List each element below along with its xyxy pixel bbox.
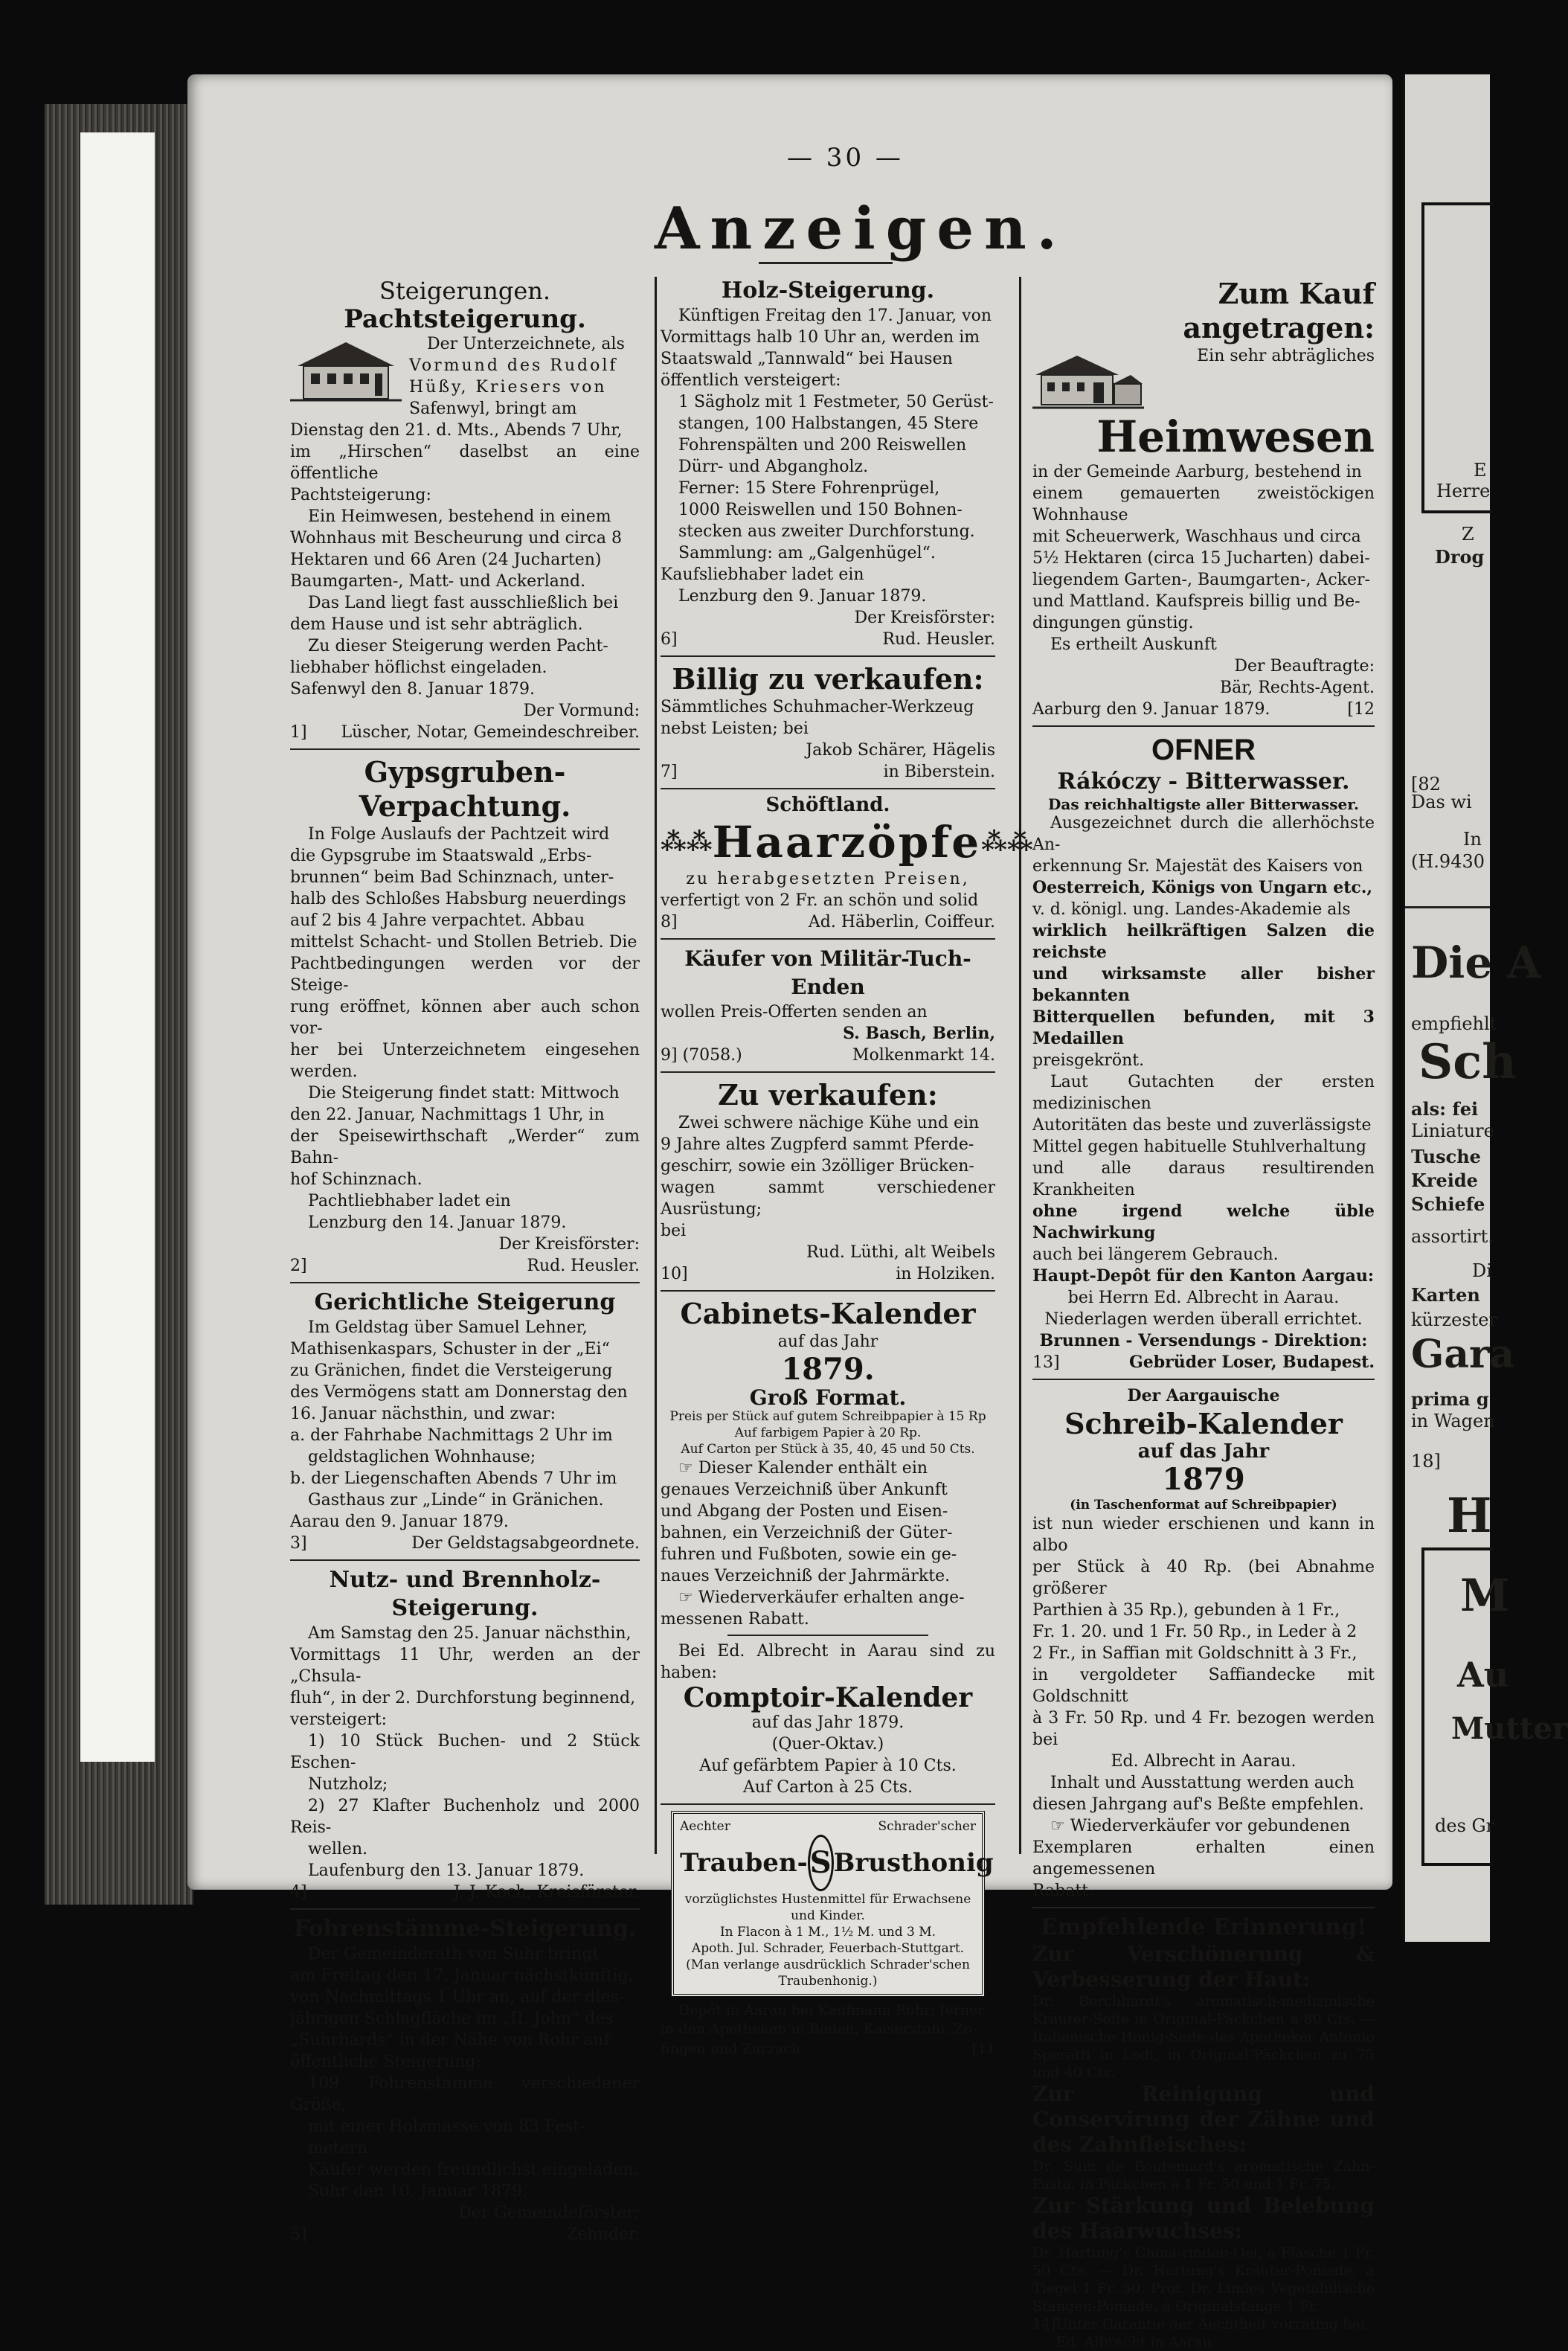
ad-subtitle: auf das Jahr 1879.: [751, 1713, 905, 1732]
ad-separator: [661, 655, 995, 657]
ad-line: fluh“, in der 2. Durchforstung beginnend,: [290, 1689, 636, 1707]
brust-line: Apoth. Jul. Schrader, Feuerbach-Stuttgart.: [691, 1941, 965, 1956]
ad-title: Fohrenstämme-Steigerung.: [293, 1916, 637, 1942]
ad-line: Vormund des Rudolf: [409, 356, 618, 375]
ad-line: jährigen Schlagfläche im „II. John“ des: [290, 2010, 614, 2028]
ad-number: 1]: [290, 723, 307, 742]
ad-separator: [1032, 725, 1375, 727]
fragment: Herre: [1436, 481, 1491, 501]
ad-line: Staatswald „Tannwald“ bei Hausen: [661, 350, 953, 368]
ad-line: Aarau den 9. Januar 1879.: [290, 1513, 509, 1531]
ad-price: Auf Carton per Stück à 35, 40, 45 und 50 Cts.: [681, 1442, 975, 1457]
ad-number: 3]: [290, 1534, 307, 1553]
ad-line: 9 Jahre altes Zugpferd sammt Pferde-: [661, 1135, 974, 1154]
ad-line: in der Gemeinde Aarburg, bestehend in: [1032, 463, 1362, 481]
ad-line: des Vermögens statt am Donnerstag den: [290, 1383, 628, 1402]
ad-line: Safenwyl den 8. Januar 1879.: [290, 680, 535, 699]
ad-price: Preis per Stück auf gutem Schreibpapier à 15 Rp: [669, 1409, 986, 1424]
ad-line: Vormittags halb 10 Uhr an, werden im: [661, 328, 980, 347]
ad-line: wagen sammt verschiedener Ausrüstung;: [661, 1178, 995, 1219]
ad-title: Cabinets-Kalender: [680, 1297, 976, 1330]
ad-line: 109 Fohrenstämme verschiedener Größe,: [290, 2074, 640, 2114]
ad-line: dem Hause und ist sehr abträglich.: [290, 615, 583, 634]
ad-line: Kaufsliebhaber ladet ein: [661, 565, 864, 584]
fragment: Karten: [1411, 1284, 1480, 1306]
column-1: [290, 277, 640, 2245]
column-divider: [655, 277, 657, 1854]
ad-signer: J. J. Koch, Kreisförster.: [453, 1883, 640, 1902]
fragment: Z: [1462, 524, 1474, 545]
ad-title: Käufer von Militär-Tuch-Enden: [684, 946, 971, 999]
ad-line: und Abgang der Posten und Eisen-: [661, 1502, 948, 1521]
ad-line: Dr. Suin de Boutemard's aromatische Zahn-Pasta, in Päckchen à 1 Fr. 50 und 1 Fr. 75.: [1032, 2158, 1375, 2193]
ad-line: à 3 Fr. 50 Rp. und 4 Fr. bezogen werden bei: [1032, 1709, 1375, 1749]
ad-gypsgruben: [290, 755, 640, 1277]
column-3: [1032, 277, 1375, 2351]
ad-line: einem gemauerten zweistöckigen Wohnhause: [1032, 484, 1375, 525]
fragment: Gara: [1411, 1332, 1515, 1377]
brusthonig-box: [671, 1811, 994, 1997]
ad-line: mittelst Schacht- und Stollen Betrieb. Die: [290, 933, 637, 952]
ad-line: Hektaren und 66 Aren (24 Jucharten): [290, 551, 602, 569]
brust-label: Schrader'scher: [878, 1819, 976, 1834]
ad-line: halb des Schloßes Habsburg neuerdings: [290, 890, 626, 908]
ad-zu-verkaufen: [661, 1078, 995, 1285]
ad-line: und wirksamste aller bisher bekannten: [1032, 964, 1375, 1005]
ad-line: Pachtliebhaber ladet ein: [308, 1192, 511, 1210]
ad-line: Depôt in Aarau bei Kaufmann Rohr; ferner: [678, 2002, 985, 2018]
ad-line: fingen und Zurzach.: [661, 2041, 806, 2057]
ad-line: Vormittags 11 Uhr, werden an der „Chsula-: [290, 1646, 640, 1686]
ad-title: Nutz- und Brennholz-Steigerung.: [329, 1567, 601, 1621]
fragment: Kreide: [1411, 1170, 1478, 1191]
brust-line: In Flacon à 1 M., 1½ M. und 3 M.: [719, 1925, 936, 1940]
ad-line: messenen Rabatt.: [661, 1610, 809, 1629]
ad-number: [12: [1347, 700, 1375, 719]
ad-separator: [661, 1803, 995, 1805]
ad-line: Der Gemeinderath von Suhr bringt: [308, 1945, 600, 1963]
ad-line: Sammlung: am „Galgenhügel“.: [678, 544, 936, 562]
ad-militaer-tuch: [661, 945, 995, 1066]
ad-title: Schreib-Kalender: [1064, 1407, 1343, 1440]
ad-line: Zu dieser Steigerung werden Pacht-: [308, 637, 608, 655]
ad-line: Pachtsteigerung:: [290, 486, 431, 504]
ad-haarzoepfe: [661, 794, 1033, 933]
fragment: Tusche: [1411, 1146, 1481, 1167]
ad-line: und Mattland. Kaufspreis billig und Be-: [1032, 592, 1360, 611]
ad-line: Exemplaren erhalten einen angemessenen: [1032, 1838, 1375, 1879]
ad-number: 4]: [290, 1883, 307, 1902]
ad-signer: Ad. Häberlin, Coiffeur.: [808, 913, 995, 931]
ad-line: erkennung Sr. Majestät des Kaisers von: [1032, 857, 1363, 876]
ad-signer: Rud. Heusler.: [882, 630, 995, 649]
ad-signer-role: Der Gemeindeförster:: [458, 2204, 640, 2222]
ad-title: Empfehlende Erinnerung!: [1040, 1914, 1367, 1940]
ad-line: den 22. Januar, Nachmittags 1 Uhr, in: [290, 1106, 605, 1124]
ad-line: zu herabgesetzten Preisen,: [686, 870, 970, 888]
ad-number: 7]: [661, 763, 678, 781]
ad-heading: Heimwesen: [1096, 411, 1375, 462]
ad-pachtsteigerung: [290, 277, 640, 743]
ad-title: Pachtsteigerung.: [344, 304, 586, 334]
ad-line: preisgekrönt.: [1032, 1051, 1145, 1070]
ad-line: Laufenburg den 13. Januar 1879.: [308, 1861, 585, 1880]
ornament-right: ⁂⁂: [981, 827, 1033, 857]
ad-line: Unter Garantie der Aechtheit vorräthig bei Ed. Albrecht in Aarau.: [1055, 2316, 1365, 2350]
fragment: E: [1474, 460, 1487, 481]
ad-line: per Stück à 40 Rp. (bei Abnahme größerer: [1032, 1558, 1375, 1598]
ad-line: her bei Unterzeichnetem eingesehen werden.: [290, 1041, 640, 1081]
ad-date: Aarburg den 9. Januar 1879.: [1032, 700, 1270, 719]
ad-line: 2 Fr., in Saffian mit Goldschnitt à 3 Fr.,: [1032, 1644, 1357, 1663]
fragment: kürzester: [1411, 1309, 1497, 1330]
ad-heading: Zur Reinigung und Conservirung der Zähne und des Zahnfleisches:: [1032, 2082, 1375, 2157]
ad-signer: Bär, Rechts-Agent.: [1219, 679, 1375, 697]
ad-line: Ausgezeichnet durch die allerhöchste An-: [1032, 814, 1375, 854]
fragment: (H.9430: [1411, 851, 1485, 872]
ad-title: Billig zu verkaufen:: [672, 662, 984, 696]
ad-separator: [1032, 1907, 1375, 1908]
farmhouse-illustration: [1032, 348, 1144, 411]
ad-line: Parthien à 35 Rp.), gebunden à 1 Fr.,: [1032, 1601, 1340, 1620]
ad-line: Lenzburg den 14. Januar 1879.: [308, 1213, 567, 1232]
ad-line: nebst Leisten; bei: [661, 719, 809, 738]
ad-line: Fr. 1. 20. und 1 Fr. 50 Rp., in Leder à 2: [1032, 1623, 1357, 1641]
ad-format: Groß Format.: [749, 1385, 907, 1410]
ad-signer: Lüscher, Notar, Gemeindeschreiber.: [341, 723, 640, 742]
ad-format: (in Taschenformat auf Schreibpapier): [1070, 1498, 1337, 1513]
ad-line: metern.: [308, 2139, 373, 2158]
ad-line: bei: [661, 1222, 687, 1240]
ad-subtitle: auf das Jahr: [777, 1332, 878, 1351]
ad-separator: [1032, 1379, 1375, 1380]
column-2: [661, 277, 1033, 2060]
ad-line: geschirr, sowie ein 3zölliger Brücken-: [661, 1157, 974, 1176]
ad-line: verfertigt von 2 Fr. an schön und solid: [661, 891, 979, 910]
ad-cabinets-kalender: [661, 1297, 995, 1684]
ad-line: 16. Januar nächsthin, und zwar:: [290, 1405, 556, 1423]
ad-separator: [661, 1071, 995, 1073]
ad-line: Bei Ed. Albrecht in Aarau sind zu haben:: [661, 1642, 995, 1682]
ad-brusthonig: [661, 1811, 995, 2060]
ad-line: in den Apotheken in Baden, Kaiserstuhl, Zo-: [661, 2021, 977, 2037]
ad-line: wellen.: [308, 1840, 368, 1858]
ad-ofner-bitterwasser: [1032, 732, 1375, 1373]
ad-subtitle: Rákóczy - Bitterwasser.: [1057, 769, 1350, 795]
masthead-title: Anzeigen.: [655, 195, 1067, 263]
ad-line: Wohnhaus mit Bescheurung und circa 8: [290, 529, 622, 548]
ad-company: S. Basch, Berlin,: [843, 1024, 995, 1043]
ad-line: in vergoldeter Saffiandecke mit Goldschnitt: [1032, 1666, 1375, 1706]
ad-number: 13]: [1032, 1353, 1060, 1372]
ad-title: Gypsgruben-Verpachtung.: [359, 755, 571, 823]
fragment: Di: [1472, 1260, 1492, 1281]
ad-line: wollen Preis-Offerten senden an: [661, 1003, 928, 1021]
ad-heading: Zur Verschönerung & Verbesserung der Haut:: [1032, 1942, 1375, 1992]
fragment: empfiehlt: [1411, 1013, 1497, 1034]
ad-signer: Zehnder.: [566, 2225, 640, 2244]
ad-line: versteigert:: [290, 1710, 388, 1729]
ad-line: wirklich heilkräftigen Salzen die reichste: [1032, 921, 1375, 962]
ad-line: diesen Jahrgang auf's Beßte empfehlen.: [1032, 1795, 1364, 1814]
fragment: prima g: [1411, 1388, 1489, 1410]
ornament-left: ⁂⁂: [661, 827, 713, 857]
ad-pretitle: Der Aargauische: [1127, 1386, 1280, 1405]
ad-line: von Nachmittags 1 Uhr an, auf der dies-: [290, 1988, 625, 2007]
ad-signer-role: Der Kreisförster:: [498, 1235, 640, 1254]
ad-line: Sämmtliches Schuhmacher-Werkzeug: [661, 698, 974, 716]
ad-price: Auf farbigem Papier à 20 Rp.: [734, 1425, 922, 1440]
ad-line: ☞ Wiederverkäufer vor gebundenen: [1050, 1817, 1351, 1835]
ad-number: 2]: [290, 1257, 307, 1275]
ad-line: rung eröffnet, können aber auch schon vor-: [290, 998, 640, 1038]
ad-number: [11: [971, 2041, 995, 2057]
brust-line: (Man verlange ausdrücklich Schrader'schen Traubenhonig.): [686, 1957, 970, 1989]
fragment: Au: [1457, 1655, 1509, 1695]
ad-number: 8]: [661, 913, 678, 931]
ad-line: v. d. königl. ung. Landes-Akademie als: [1032, 900, 1351, 919]
ad-separator: [290, 748, 640, 750]
ad-separator: [661, 938, 995, 940]
ad-signer-role: Der Beauftragte:: [1234, 657, 1375, 676]
ad-number: 9]: [661, 1046, 678, 1065]
ad-signer: Rud. Lüthi, alt Weibels: [806, 1243, 995, 1262]
fragment: des Gr: [1435, 1815, 1495, 1836]
ad-line: Es ertheilt Auskunft: [1050, 635, 1217, 654]
section-title: Steigerungen.: [379, 277, 551, 305]
ad-line: ☞ Dieser Kalender enthält ein: [678, 1459, 928, 1478]
ad-line: Auf gefärbtem Papier à 10 Cts.: [699, 1757, 957, 1775]
fragment: [82: [1411, 774, 1441, 795]
ad-gerichtliche-steigerung: [290, 1289, 640, 1554]
ad-line: Mathisenkaspars, Schuster in der „Ei“: [290, 1340, 610, 1359]
ad-line: 1 Sägholz mit 1 Festmeter, 50 Gerüst-: [678, 393, 994, 411]
ad-line: a. der Fahrhabe Nachmittags 2 Uhr im: [290, 1426, 613, 1445]
ad-line: Am Samstag den 25. Januar nächsthin,: [308, 1624, 632, 1643]
ad-line: fuhren und Fußboten, sowie ein ge-: [661, 1545, 957, 1564]
ad-title: Holz-Steigerung.: [721, 278, 935, 304]
ad-line: 1) 10 Stück Buchen- und 2 Stück Eschen-: [290, 1732, 640, 1772]
fragment: in Wagen: [1411, 1411, 1495, 1431]
fragment: Das wi: [1411, 792, 1472, 812]
ad-line: mit einer Holzmasse von 83 Fest-: [308, 2117, 585, 2136]
ad-line: Ferner: 15 Stere Fohrenprügel,: [678, 479, 940, 498]
ad-subtitle: Ein sehr abträgliches: [1197, 347, 1375, 365]
ad-signer-role: Der Vormund:: [523, 702, 640, 720]
ad-line: bei Herrn Ed. Albrecht in Aarau.: [1067, 1289, 1340, 1307]
masthead-rule: [759, 262, 893, 264]
ad-line: öffentlich versteigert:: [661, 371, 841, 390]
ad-line: zu Gränichen, findet die Versteigerung: [290, 1361, 613, 1380]
ad-tagline: Das reichhaltigste aller Bitterwasser.: [1048, 795, 1359, 813]
brust-line: vorzüglichstes Hustenmittel für Erwachsene und Kinder.: [684, 1892, 971, 1923]
brust-label: Aechter: [680, 1819, 730, 1834]
ad-subtitle: auf das Jahr: [1137, 1440, 1270, 1463]
paper-strip: [80, 132, 155, 1762]
ad-line: Laut Gutachten der ersten medizinischen: [1032, 1073, 1375, 1113]
ad-line: auf 2 bis 4 Jahre verpachtet. Abbau: [290, 911, 585, 930]
ad-line: Rabatt.: [1032, 1882, 1094, 1900]
ad-signer: in Biberstein.: [883, 763, 995, 781]
brand-emblem-icon: S: [808, 1835, 834, 1891]
fragment: Liniature: [1411, 1120, 1494, 1141]
ad-schreib-kalender: [1032, 1385, 1375, 1902]
ad-separator: [290, 1282, 640, 1283]
ad-line: dingungen günstig.: [1032, 614, 1194, 632]
ad-line: liebhaber höflichst eingeladen.: [290, 658, 547, 677]
ad-line: Das Land liegt fast ausschließlich bei: [308, 594, 619, 612]
ad-line: geldstaglichen Wohnhause;: [308, 1448, 536, 1466]
ad-number: 14]: [1032, 2316, 1056, 2332]
ad-separator: [661, 1290, 995, 1292]
ad-title: OFNER: [1151, 734, 1256, 766]
ad-line: Gasthaus zur „Linde“ in Gränichen.: [308, 1491, 604, 1510]
ad-billig-verkaufen: [661, 662, 995, 783]
ad-line: Niederlagen werden überall errichtet.: [1044, 1310, 1363, 1329]
ad-line: ist nun wieder erschienen und kann in albo: [1032, 1515, 1375, 1555]
ad-line: Hüßy, Kriesers von: [409, 378, 607, 397]
ad-line: öffentliche Steigerung:: [290, 2053, 481, 2071]
ad-line: Fohrenspälten und 200 Reiswellen: [678, 436, 967, 455]
ad-line: Dr. Hartung's China-rinden-Oel, à Flasche 1 Fr. 50 Cts. — Dr. Hartung's Kräuter-Pomade, à Tiegel 1 Fr. 50. Prof. Dr. Lindes Vegetabilische Stangen-Pomade, à Originalstange 1 Fr.: [1032, 2245, 1375, 2315]
ad-reference: (7058.): [682, 1046, 742, 1065]
ad-line: Ein Heimwesen, bestehend in einem: [308, 507, 611, 526]
ad-heimwesen-aarburg: [1032, 277, 1375, 720]
ad-line: Dürr- und Abgangholz.: [678, 458, 869, 476]
ad-signer: in Holziken.: [896, 1265, 995, 1283]
fragment: Die A: [1411, 937, 1541, 988]
ad-line: Baumgarten-, Matt- und Ackerland.: [290, 572, 586, 591]
ad-line: am Freitag den 17. Januar nächstkünftig,: [290, 1966, 634, 1985]
fragment: als: fei: [1411, 1098, 1479, 1120]
fragment: H: [1447, 1488, 1492, 1544]
ad-line: die Gypsgrube im Staatswald „Erbs-: [290, 847, 592, 865]
ad-line: im „Hirschen“ daselbst an eine öffentliche: [290, 443, 640, 483]
ad-line: stecken aus zweiter Durchforstung.: [678, 522, 975, 541]
ad-signer: Jakob Schärer, Hägelis: [806, 741, 995, 760]
column-divider: [1019, 277, 1021, 1854]
ad-line: Nutzholz;: [308, 1775, 388, 1794]
ad-line: hof Schinznach.: [290, 1170, 422, 1189]
ad-line: Dr. Borchhardt's aromatisch-medizinische Kräuter-Seife in Original-Päckchen à 80 Cts. — Italienische Honig-Seife des Apotheker Antonio Speratti in Lodi, in Original-Päckchen zu 75 und 40 Cts.: [1032, 1993, 1375, 2081]
ad-line: stangen, 100 Halbstangen, 45 Stere: [678, 414, 979, 433]
ad-number: 10]: [661, 1265, 688, 1283]
ad-line: Dienstag den 21. d. Mts., Abends 7 Uhr,: [290, 421, 623, 440]
ad-line: Ed. Albrecht in Aarau.: [1111, 1752, 1297, 1771]
ad-signer: Gebrüder Loser, Budapest.: [1128, 1353, 1375, 1372]
ad-line: ohne irgend welche üble Nachwirkung: [1032, 1202, 1375, 1242]
ad-line: b. der Liegenschaften Abends 7 Uhr im: [290, 1469, 617, 1488]
fragment: Schiefe: [1411, 1193, 1485, 1215]
ad-comptoir-kalender: [661, 1684, 995, 1798]
ad-line: bahnen, ein Verzeichniß der Güter-: [661, 1524, 953, 1542]
ad-year: 1879: [1162, 1462, 1245, 1497]
ad-line: 5½ Hektaren (circa 15 Jucharten) dabei-: [1032, 549, 1370, 568]
ad-title: Gerichtliche Steigerung: [314, 1289, 616, 1315]
fragment: Drog: [1435, 546, 1485, 568]
ad-nutz-brennholz: [290, 1566, 640, 1903]
ad-number: 6]: [661, 630, 678, 649]
ad-line: Pachtbedingungen werden vor der Steige-: [290, 955, 640, 995]
ad-heading: Zur Stärkung und Belebung des Haarwuchses:: [1032, 2193, 1375, 2243]
brust-name-left: Trauben-: [680, 1848, 808, 1878]
ad-title: Zum Kauf angetragen:: [1183, 277, 1375, 344]
ad-title: Comptoir-Kalender: [683, 1682, 973, 1713]
ad-line: Brunnen - Versendungs - Direktion:: [1039, 1331, 1368, 1350]
ad-line: Auf Carton à 25 Cts.: [743, 1778, 913, 1797]
ad-year: 1879.: [781, 1352, 875, 1387]
fragment: Sch: [1418, 1034, 1517, 1090]
ad-line: Lenzburg den 9. Januar 1879.: [678, 587, 927, 606]
ad-separator: [661, 788, 995, 789]
ad-line: Safenwyl, bringt am: [409, 400, 577, 418]
ad-line: mit Scheuerwerk, Waschhaus und circa: [1032, 527, 1361, 546]
fragment: M: [1460, 1570, 1510, 1622]
ad-separator: [290, 1559, 640, 1561]
page-number: — 30 —: [787, 143, 904, 173]
ad-line: Suhr den 10. Januar 1879.: [308, 2182, 528, 2201]
ad-line: liegendem Garten-, Baumgarten-, Acker-: [1032, 571, 1370, 589]
fragment: In: [1463, 829, 1482, 850]
ad-line: 2) 27 Klafter Buchenholz und 2000 Reis-: [290, 1797, 640, 1837]
ad-line: „Suhrhards“ in der Nähe von Rohr auf: [290, 2031, 610, 2050]
ad-separator: [290, 1908, 640, 1910]
fragment: 18]: [1411, 1451, 1441, 1472]
ad-line: Autoritäten das beste und zuverlässigste: [1032, 1116, 1372, 1135]
fragment: Mutter: [1451, 1711, 1568, 1746]
ad-line: Inhalt und Ausstattung werden auch: [1050, 1774, 1355, 1792]
ad-fohrenstaemme: [290, 1915, 640, 2245]
house-illustration: [290, 336, 402, 403]
ad-line: Oesterreich, Königs von Ungarn etc.,: [1032, 878, 1373, 897]
ad-line: Haupt-Depôt für den Kanton Aargau:: [1032, 1266, 1374, 1286]
fragment: assortirt.: [1411, 1226, 1494, 1247]
adjacent-page: [1403, 74, 1568, 1942]
ad-line: ☞ Wiederverkäufer erhalten ange-: [678, 1588, 965, 1607]
ad-format: (Quer-Oktav.): [771, 1735, 884, 1754]
ad-line: genaues Verzeichniß über Ankunft: [661, 1481, 948, 1499]
ad-line: naues Verzeichniß der Jahrmärkte.: [661, 1567, 951, 1585]
ad-line: Mittel gegen habituelle Stuhlverhaltung: [1032, 1138, 1367, 1156]
ad-signer: Der Geldstagsabgeordnete.: [411, 1534, 640, 1553]
ad-title: Haarzöpfe: [712, 817, 982, 867]
ad-line: der Speisewirthschaft „Werder“ zum Bahn-: [290, 1127, 640, 1167]
ad-address: Molkenmarkt 14.: [852, 1046, 995, 1065]
ad-line: brunnen“ beim Bad Schinznach, unter-: [290, 868, 614, 887]
ad-line: Der Unterzeichnete, als: [427, 335, 625, 353]
ad-place: Schöftland.: [765, 794, 890, 816]
ad-line: In Folge Auslaufs der Pachtzeit wird: [308, 825, 610, 844]
ad-line: Bitterquellen befunden, mit 3 Medaillen: [1032, 1007, 1375, 1048]
ad-line: Künftigen Freitag den 17. Januar, von: [678, 307, 992, 325]
ad-empfehlende-erinnerung: [1032, 1914, 1375, 2351]
ad-number: 5]: [290, 2225, 307, 2244]
ad-holz-steigerung: [661, 277, 995, 650]
ad-separator: [727, 1635, 928, 1636]
ad-line: und alle daraus resultirenden Krankheiten: [1032, 1159, 1375, 1199]
ad-title: Zu verkaufen:: [718, 1078, 938, 1112]
ad-line: Käufer werden freundlichst eingeladen.: [308, 2161, 639, 2179]
ad-signer-role: Der Kreisförster:: [854, 609, 995, 627]
ad-line: 1000 Reiswellen und 150 Bohnen-: [678, 501, 963, 519]
ad-line: auch bei längerem Gebrauch.: [1032, 1245, 1279, 1264]
ad-line: Im Geldstag über Samuel Lehner,: [308, 1318, 588, 1337]
ad-line: Die Steigerung findet statt: Mittwoch: [308, 1084, 620, 1103]
ad-line: Zwei schwere nächige Kühe und ein: [678, 1114, 980, 1132]
brust-name-right: Brusthonig: [833, 1848, 994, 1878]
ad-signer: Rud. Heusler.: [527, 1257, 640, 1275]
